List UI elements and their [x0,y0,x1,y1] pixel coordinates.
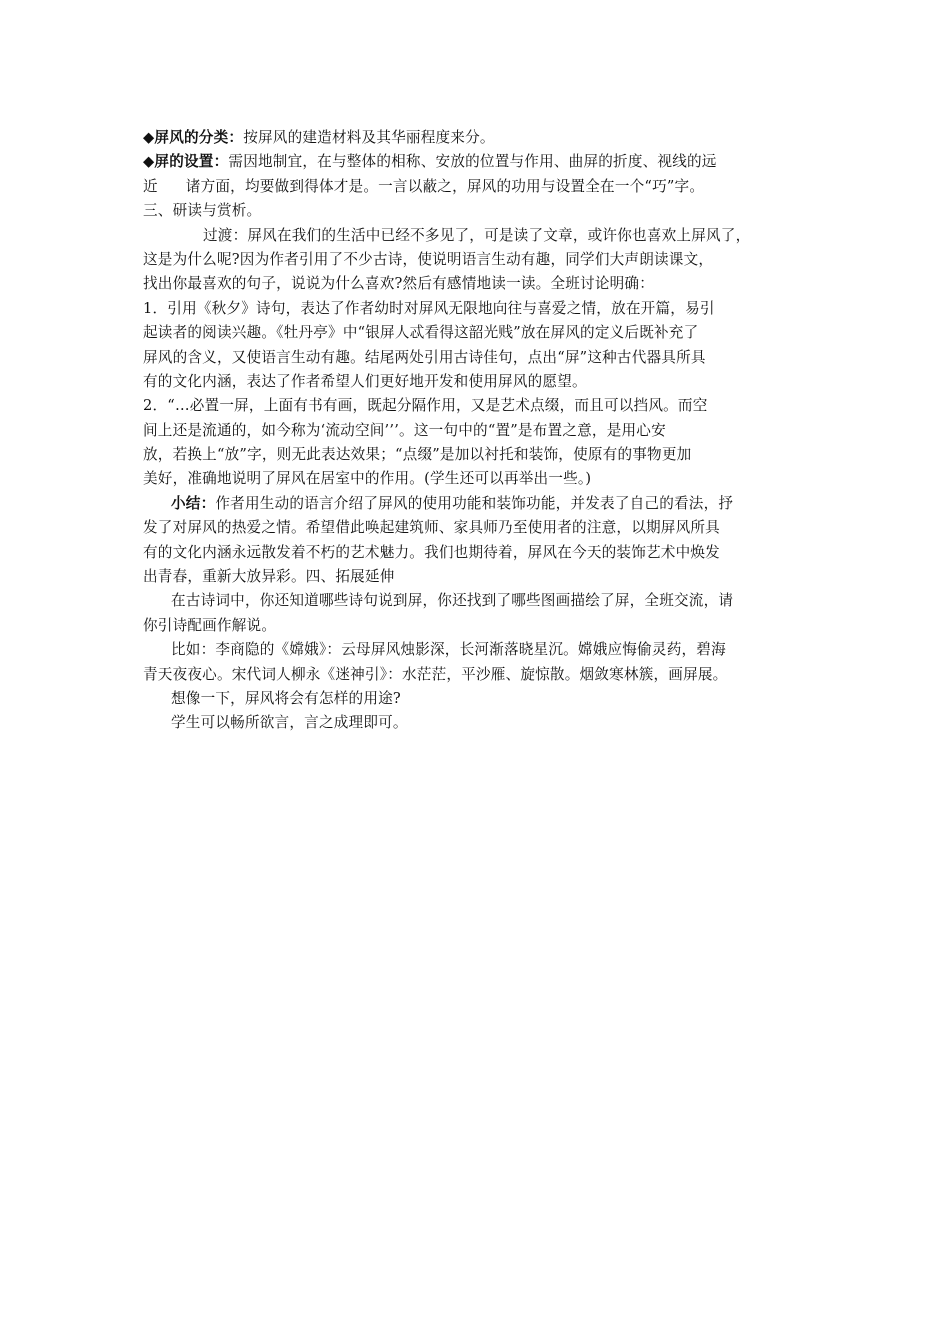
example-line-1: 比如：李商隐的《嫦娥》：云母屏风烛影深，长河渐落晓星沉。嫦娥应悔偷灵药，碧海 [171,641,726,659]
imagine-line: 想像一下，屏风将会有怎样的用途? [171,689,401,707]
document-body [143,126,815,736]
setting-line-2 [143,175,815,199]
classification-line [143,126,815,150]
setting-text-2a: 近 [143,177,158,195]
setting-line-1 [143,150,815,174]
extension-line-1: 在古诗词中，你还知道哪些诗句说到屏，你还找到了哪些图画描绘了屏，全班交流，请 [171,592,734,610]
setting-label: ◆屏的设置： [143,153,229,171]
transition-line-2: 这是为什么呢?因为作者引用了不少古诗，使说明语言生动有趣，同学们大声朗读课文， [143,250,714,268]
point1-line-3: 屏风的含义，又使语言生动有趣。结尾两处引用古诗佳句，点出“屏”这种古代器具所具 [143,348,706,366]
point1-line-4: 有的文化内涵，表达了作者希望人们更好地开发和使用屏风的愿望。 [143,372,587,390]
summary-line-1 [143,492,815,516]
summary-line-3: 有的文化内涵永远散发着不朽的艺术魅力。我们也期待着，屏风在今天的装饰艺术中焕发 [143,543,720,561]
point1-line-1: 1．引用《秋夕》诗句，表达了作者幼时对屏风无限地向往与喜爱之情，放在开篇，易引 [143,299,715,317]
section3-heading: 三、研读与赏析。 [143,202,262,220]
point1-line-2: 起读者的阅读兴趣。《牡丹亭》中“银屏人忒看得这韶光贱”放在屏风的定义后既补充了 [143,324,699,342]
setting-text-1: 需因地制宜，在与整体的相称、安放的位置与作用、曲屏的折度、视线的远 [228,153,717,171]
point2-line-2: 间上还是流通的，如今称为‘流动空间’’’。这一句中的“置”是布置之意，是用心安 [143,421,666,439]
classification-label: ◆屏风的分类： [143,129,244,146]
point2-line-1: 2．“…必置一屏，上面有书有画，既起分隔作用，又是艺术点缀，而且可以挡风。而空 [143,397,708,415]
summary-line-2: 发了对屏风的热爱之情。希望借此唤起建筑师、家具师乃至使用者的注意，以期屏风所具 [143,519,720,537]
point2-line-3: 放，若换上“放”字，则无此表达效果；“点缀”是加以衬托和装饰，使原有的事物更加 [143,446,692,464]
transition-line-3: 找出你最喜欢的句子，说说为什么喜欢?然后有感情地读一读。全班讨论明确： [143,275,655,293]
setting-text-2b: 诸方面，均要做到得体才是。一言以蔽之，屏风的功用与设置全在一个“巧”字。 [185,177,705,195]
summary-label: 小结： [171,494,216,512]
example-line-2: 青天夜夜心。宋代词人柳永《迷神引》：水茫茫，平沙雁、旋惊散。烟敛寒林簇，画屏展。 [143,665,728,683]
summary-text-1: 作者用生动的语言介绍了屏风的使用功能和装饰功能，并发表了自己的看法，抒 [215,494,734,512]
extension-line-2: 你引诗配画作解说。 [143,616,277,634]
answer-line: 学生可以畅所欲言，言之成理即可。 [171,714,408,732]
point2-line-4: 美好，准确地说明了屏风在居室中的作用。(学生还可以再举出一些。) [143,470,592,488]
transition-line-1: 过渡：屏风在我们的生活中已经不多见了，可是读了文章，或许你也喜欢上屏风了， [203,226,751,244]
classification-text: 按屏风的建造材料及其华丽程度来分。 [243,129,495,146]
summary-line-4: 出青春，重新大放异彩。四、拓展延伸 [143,568,395,586]
